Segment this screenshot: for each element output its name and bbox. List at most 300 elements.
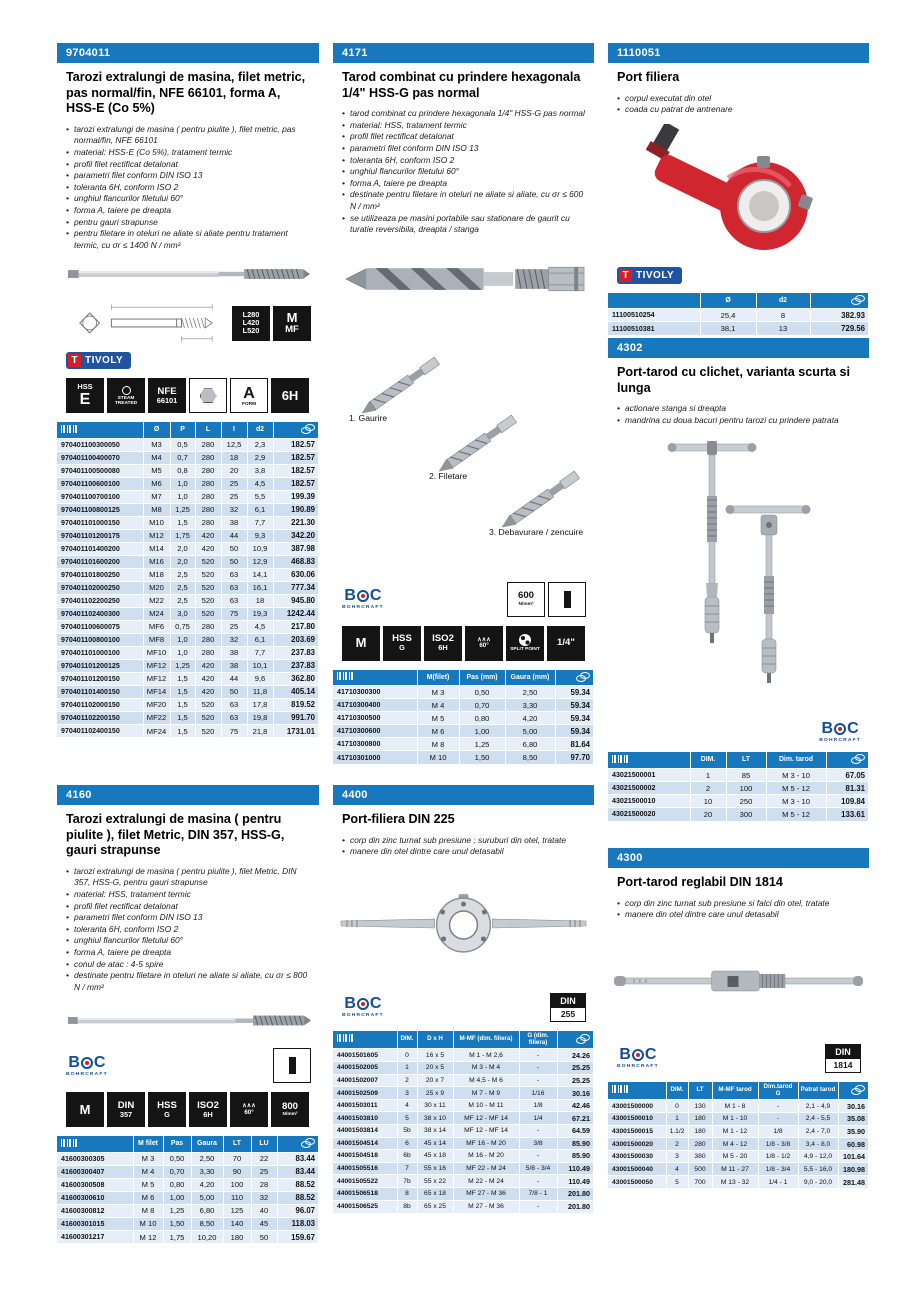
iso2-6h-badge — [424, 626, 462, 661]
spec-value: 180 — [688, 1113, 712, 1126]
spec-value: 63 — [221, 698, 247, 711]
bullet-item: • toleranta 6H, conform ISO 2 — [66, 923, 179, 934]
table-row — [333, 725, 594, 738]
barcode-icon-cell — [608, 1082, 666, 1100]
spec-value: 180 — [688, 1125, 712, 1138]
price-value: 83.44 — [277, 1165, 319, 1178]
spec-value: 2 — [666, 1138, 688, 1151]
product-code: 970401101400200 — [57, 542, 143, 555]
price-value: 199.39 — [273, 490, 319, 503]
section-title: Port-tarod cu clichet, varianta scurta si lunga — [617, 365, 851, 395]
price-value: 83.44 — [277, 1152, 319, 1165]
product-code: 44001504514 — [333, 1137, 397, 1150]
spec-value: M 10 - M 11 — [453, 1099, 519, 1112]
table-row — [333, 1049, 594, 1062]
tap-dimension-diagram — [66, 299, 224, 347]
bullet-item: • corp din zinc turnat sub presiune ; suruburi din otel, tratate — [342, 834, 567, 845]
spec-value: 2,4 - 5,5 — [798, 1113, 838, 1126]
product-code: 43001500000 — [608, 1100, 666, 1113]
product-group-code: 9704011 — [57, 43, 319, 63]
table-row — [57, 672, 319, 685]
product-code: 970401101600200 — [57, 555, 143, 568]
price-value: 991.70 — [273, 711, 319, 724]
bohrcraft-logo — [342, 996, 384, 1018]
price-value: 190.89 — [273, 503, 319, 516]
product-code: 44001506518 — [333, 1187, 397, 1200]
product-table-1110051 — [608, 293, 869, 335]
spec-value: 280 — [195, 503, 221, 516]
iso2-6h-badge — [189, 1092, 227, 1127]
column-header: L — [195, 422, 221, 438]
spec-value: 280 — [195, 620, 221, 633]
spec-value: M4 — [143, 451, 170, 464]
spec-value: - — [519, 1175, 557, 1188]
spec-value: 280 — [195, 451, 221, 464]
table-row — [333, 1187, 594, 1200]
spec-value: M3 — [143, 438, 170, 451]
spec-value: 4 — [397, 1099, 417, 1112]
spec-value: 1.1/2 — [666, 1125, 688, 1138]
spec-value: 63 — [221, 594, 247, 607]
spec-value: 75 — [221, 607, 247, 620]
bullet-item: • manere din otel dintre care unul detasabil — [617, 909, 779, 920]
spec-value: 1,25 — [459, 738, 505, 751]
price-value: 59.34 — [555, 725, 594, 738]
badge-label: A — [243, 384, 255, 402]
bohrcraft-o-icon — [357, 590, 369, 602]
spec-value: 21,8 — [247, 724, 273, 737]
spec-value: 55 x 22 — [417, 1175, 453, 1188]
tap-product-image — [66, 1009, 312, 1031]
spec-value: 55 x 16 — [417, 1162, 453, 1175]
table-row — [333, 1162, 594, 1175]
spec-value: 1,5 — [170, 516, 195, 529]
badge-label: N/mm² — [282, 1112, 298, 1118]
spec-value: 3,4 - 8,0 — [798, 1138, 838, 1151]
spec-value: 4 — [666, 1163, 688, 1176]
column-header — [608, 293, 700, 309]
price-value: 60.98 — [838, 1138, 869, 1151]
spec-value: M 8 — [417, 738, 459, 751]
table-row — [333, 1062, 594, 1075]
badge-label: ∧∧∧ — [242, 1102, 256, 1110]
tivoly-wordmark: TIVOLY — [85, 355, 124, 367]
product-code: 970401101400150 — [57, 685, 143, 698]
ratchet-tap-wrench-image — [664, 436, 814, 714]
spec-value: 25 x 9 — [417, 1087, 453, 1100]
table-row — [333, 1137, 594, 1150]
product-group-code: 4300 — [608, 848, 869, 868]
price-value: 221.30 — [273, 516, 319, 529]
spec-value: 1,25 — [170, 503, 195, 516]
table-row — [57, 1230, 319, 1243]
column-header: DIM. — [690, 752, 726, 768]
bullet-item: • unghiul flancurilor filetului 60° — [66, 935, 184, 946]
feature-list — [617, 403, 861, 426]
price-value: 67.05 — [826, 769, 869, 782]
spec-value: 1,00 — [163, 1191, 191, 1204]
spec-value: M 6 — [133, 1191, 163, 1204]
price-value: 203.69 — [273, 633, 319, 646]
spec-value: 2,5 — [170, 594, 195, 607]
spec-value: M 3 — [133, 1152, 163, 1165]
spec-value: 38 — [221, 516, 247, 529]
die-holder-image — [624, 124, 854, 256]
spec-value: 4,20 — [191, 1178, 223, 1191]
bullet-item: • corpul executat din otel — [617, 92, 712, 103]
combi-tap-image-wrap — [342, 256, 588, 307]
price-value: 30.16 — [557, 1087, 594, 1100]
badge-label: E — [79, 391, 91, 409]
spec-value: 2,5 — [170, 568, 195, 581]
tivoly-t-icon: T — [619, 269, 632, 282]
spec-value: 1/8 — [758, 1125, 798, 1138]
bohrcraft-logo — [342, 588, 384, 610]
spec-value: 100 — [223, 1178, 251, 1191]
spec-value: 28 — [251, 1178, 277, 1191]
bohrcraft-boc-mark: B C — [821, 720, 859, 738]
spec-value: M 1 - 8 — [712, 1100, 758, 1113]
column-header: Pas — [163, 1136, 191, 1152]
table-row — [57, 490, 319, 503]
price-value: 281.48 — [838, 1175, 869, 1188]
spec-value: 1,5 — [170, 711, 195, 724]
spec-value: MF 27 - M 36 — [453, 1187, 519, 1200]
spec-value: 5,5 - 16,0 — [798, 1163, 838, 1176]
product-table-4400-grid — [333, 1031, 594, 1213]
price-icon-cell — [557, 1031, 594, 1049]
spec-value: M 1 - 12 — [712, 1125, 758, 1138]
table-row — [57, 555, 319, 568]
section-4160 — [57, 785, 319, 1243]
table-row — [57, 685, 319, 698]
product-code: 970401100800100 — [57, 633, 143, 646]
price-value: 237.83 — [273, 646, 319, 659]
spec-value: 8b — [397, 1200, 417, 1213]
table-header-row — [57, 422, 319, 438]
product-code: 11100510254 — [608, 309, 700, 322]
form-a-badge — [230, 378, 268, 413]
table-row — [57, 438, 319, 451]
600-nmm2-badge — [507, 582, 545, 617]
spec-value: 0,50 — [163, 1152, 191, 1165]
tivoly-t-icon: T — [68, 354, 81, 367]
price-value: 88.52 — [277, 1178, 319, 1191]
badge-label: FORM — [241, 401, 257, 407]
spec-value: M 22 - M 24 — [453, 1175, 519, 1188]
table-row — [333, 1124, 594, 1137]
product-code: 970401100800125 — [57, 503, 143, 516]
spec-value: 500 — [688, 1163, 712, 1176]
spec-value: 280 — [195, 490, 221, 503]
product-table-4160-grid — [57, 1136, 319, 1243]
price-value: 97.70 — [555, 751, 594, 764]
section-title: Tarozi extralungi de masina, filet metric, pas normal/fin, NFE 66101, forma A, HSS-E (Co 5%) — [66, 70, 306, 116]
spec-value: 0,7 — [170, 451, 195, 464]
spec-value: 5,00 — [505, 725, 555, 738]
product-code: 41710300500 — [333, 712, 417, 725]
table-row — [608, 309, 869, 322]
tivoly-wordmark: TIVOLY — [636, 269, 675, 281]
quarter-inch-badge — [547, 626, 585, 661]
bohrcraft-wordmark: BOHRCRAFT — [617, 1064, 659, 1070]
brand-row — [66, 352, 311, 369]
feature-list — [617, 93, 861, 116]
through-hole-badge — [548, 582, 586, 617]
spec-value: 1/8 — [519, 1099, 557, 1112]
spec-value: 30 x 11 — [417, 1099, 453, 1112]
product-code: 44001503011 — [333, 1099, 397, 1112]
spec-value: 3 — [397, 1087, 417, 1100]
price-icon — [576, 1034, 590, 1043]
price-value: 42.46 — [557, 1099, 594, 1112]
spec-value: M 1 - 10 — [712, 1113, 758, 1126]
spec-value: 1 — [397, 1062, 417, 1075]
price-value: 1731.01 — [273, 724, 319, 737]
price-value: 24.26 — [557, 1049, 594, 1062]
product-table-4302-grid — [608, 752, 869, 820]
product-code: 44001503810 — [333, 1112, 397, 1125]
spec-value: 45 x 18 — [417, 1150, 453, 1163]
spec-value: 8,50 — [505, 751, 555, 764]
bohrcraft-wordmark: BOHRCRAFT — [342, 1013, 384, 1019]
badge-label: G — [164, 1110, 170, 1120]
product-table-4300-grid — [608, 1082, 869, 1188]
section-title: Tarozi extralungi de masina ( pentru piulite ), filet Metric, DIN 357, HSS-G, gauri strapunse — [66, 812, 285, 858]
table-row — [608, 1100, 869, 1113]
bohrcraft-o-icon — [357, 998, 369, 1010]
spec-badges — [342, 626, 586, 661]
table-row — [333, 699, 594, 712]
price-value: 945.80 — [273, 594, 319, 607]
length-metric-badges — [232, 306, 311, 341]
feature-list — [342, 835, 586, 858]
spec-value: MF 12 - MF 14 — [453, 1124, 519, 1137]
table-row — [333, 712, 594, 725]
product-code: 44001506525 — [333, 1200, 397, 1213]
badge-label: M — [355, 635, 367, 651]
table-row — [57, 1178, 319, 1191]
bullet-item: • unghiul flancurilor filetului 60° — [66, 193, 184, 204]
product-code: 43021500002 — [608, 782, 690, 795]
badge-label: 357 — [119, 1110, 133, 1120]
barcode-icon — [61, 1139, 77, 1147]
spec-value: MF 12 - MF 14 — [453, 1112, 519, 1125]
spec-value: 420 — [195, 529, 221, 542]
spec-value: 1,0 — [170, 477, 195, 490]
section-9704011 — [57, 43, 319, 737]
price-icon-cell — [273, 422, 319, 438]
price-value: 59.34 — [555, 712, 594, 725]
spec-value: M 12 — [133, 1230, 163, 1243]
product-code: 970401101200125 — [57, 659, 143, 672]
product-code: 41710300800 — [333, 738, 417, 751]
product-code: 41710300600 — [333, 725, 417, 738]
product-code: 41710300400 — [333, 699, 417, 712]
hexagon-icon — [200, 388, 217, 403]
badge-label: N/mm² — [518, 601, 534, 607]
spec-value: 63 — [221, 568, 247, 581]
spec-value: 2,50 — [191, 1152, 223, 1165]
bullet-item: • profil filet rectificat detalonat — [66, 158, 178, 169]
table-row — [57, 659, 319, 672]
spec-value: 6,80 — [191, 1204, 223, 1217]
spec-value: 2,0 — [170, 542, 195, 555]
spec-value: 6,1 — [247, 503, 273, 516]
spec-value: 0,80 — [459, 712, 505, 725]
spec-value: 380 — [688, 1150, 712, 1163]
table-row — [57, 568, 319, 581]
price-icon-cell — [826, 752, 869, 768]
through-hole-badge — [273, 1048, 311, 1083]
bullet-item: • profil filet rectificat detalonat — [66, 900, 178, 911]
spec-value: 3,0 — [170, 607, 195, 620]
product-code: 970401100400070 — [57, 451, 143, 464]
section-4171 — [333, 43, 594, 764]
din-255-badge: DIN 255 — [550, 993, 586, 1022]
badge-label: STEAM — [117, 395, 135, 401]
bullet-item: • parametri filet conform DIN ISO 13 — [66, 170, 203, 181]
table-row — [608, 1150, 869, 1163]
spec-value: 16 x 5 — [417, 1049, 453, 1062]
product-code: 970401100600100 — [57, 477, 143, 490]
price-value: 182.57 — [273, 451, 319, 464]
spec-value: 25 — [221, 490, 247, 503]
table-row — [608, 1138, 869, 1151]
spec-value: 10 — [690, 795, 726, 808]
table-row — [57, 581, 319, 594]
spec-value: - — [519, 1062, 557, 1075]
bullet-item: • destinate pentru filetare in oteluri ne aliate si aliate, cu σr ≤ 600 N / mm² — [342, 189, 584, 211]
spec-value: 20 — [221, 464, 247, 477]
brand-row — [342, 582, 586, 617]
product-code: 970401100600075 — [57, 620, 143, 633]
bullet-item: • parametri filet conform DIN ISO 13 — [342, 143, 479, 153]
spec-value: - — [519, 1074, 557, 1087]
bullet-item: • mandrina cu doua bacuri pentru tarozi cu prindere patrata — [617, 414, 839, 425]
bullet-item: • se utilizeaza pe masini portabile sau stationare de gaurit cu turatie reversibila, dreapta / stanga — [342, 212, 570, 235]
bullet-item: • profil filet rectificat detalonat — [342, 131, 454, 142]
table-row — [608, 1125, 869, 1138]
spec-value: - — [519, 1124, 557, 1137]
bohrcraft-boc-mark: B C — [68, 1053, 106, 1071]
column-header: DIM. — [397, 1031, 417, 1049]
spec-value: 10,1 — [247, 659, 273, 672]
usage-steps — [339, 311, 588, 573]
spec-value: 1/4 — [519, 1112, 557, 1125]
price-value: 81.31 — [826, 782, 869, 795]
product-group-code: 4302 — [608, 338, 869, 358]
m-badge — [66, 1092, 104, 1127]
product-code: 970401101000100 — [57, 646, 143, 659]
product-code: 43001500015 — [608, 1125, 666, 1138]
spec-value: 16,1 — [247, 581, 273, 594]
spec-value: 6b — [397, 1150, 417, 1163]
spec-value: 125 — [223, 1204, 251, 1217]
section-1110051 — [608, 43, 869, 335]
spec-value: 130 — [688, 1100, 712, 1113]
badge-label: 1/4" — [557, 637, 575, 649]
table-row — [608, 795, 869, 808]
tap-product-image — [66, 263, 312, 285]
bullet-item: • destinate pentru filetare in oteluri ne aliate si aliate, cu σr ≤ 800 N / mm² — [66, 970, 308, 992]
spec-badges — [66, 1092, 311, 1127]
spec-value: 420 — [195, 659, 221, 672]
column-header: DIM. — [666, 1082, 688, 1100]
hss-e-badge — [66, 378, 104, 413]
price-icon-cell — [838, 1082, 869, 1100]
spec-value: 280 — [195, 633, 221, 646]
price-value: 35.08 — [838, 1113, 869, 1126]
price-value: 64.59 — [557, 1124, 594, 1137]
spec-value: 45 — [251, 1217, 277, 1230]
column-header: Gaura — [191, 1136, 223, 1152]
product-code: 43021500010 — [608, 795, 690, 808]
badge-label: DIN — [117, 1099, 135, 1111]
table-row — [57, 698, 319, 711]
price-value: 387.98 — [273, 542, 319, 555]
table-row — [333, 1099, 594, 1112]
spec-value: 5b — [397, 1124, 417, 1137]
diagram-and-badges-row — [66, 299, 311, 347]
spec-value: M 1 - M 2,6 — [453, 1049, 519, 1062]
badge-label: HSS — [157, 1099, 177, 1111]
slot-icon — [564, 591, 571, 608]
spec-value: M 5 - 20 — [712, 1150, 758, 1163]
price-icon-cell — [555, 670, 594, 686]
spec-value: M 10 — [417, 751, 459, 764]
table-row — [57, 607, 319, 620]
spec-value: M 4 — [417, 699, 459, 712]
brand-row — [342, 993, 586, 1022]
price-value: 67.21 — [557, 1112, 594, 1125]
section-title: Port-filiera DIN 225 — [342, 812, 455, 826]
spec-value: 5 — [397, 1112, 417, 1125]
spec-value: MF12 — [143, 672, 170, 685]
spec-value: 13 — [756, 322, 810, 335]
table-row — [57, 1191, 319, 1204]
spec-value: 1,0 — [170, 633, 195, 646]
spec-value: MF10 — [143, 646, 170, 659]
price-value: 118.03 — [277, 1217, 319, 1230]
spec-value: 4,20 — [505, 712, 555, 725]
m-badge — [342, 626, 380, 661]
price-value: 110.49 — [557, 1162, 594, 1175]
spec-value: 0,8 — [170, 464, 195, 477]
bullet-item: • pentru filetare in oteluri ne aliate si aliate pentru tratament termic, cu σr ≤ 1400 N / mm² — [66, 228, 288, 250]
spec-value: M 5 — [417, 712, 459, 725]
spec-value: MF22 — [143, 711, 170, 724]
spec-value: 2,3 — [247, 438, 273, 451]
feature-list — [66, 124, 311, 252]
table-row — [333, 1150, 594, 1163]
product-code: 41600300508 — [57, 1178, 133, 1191]
tap-product-image-wrap — [66, 263, 313, 290]
column-header: Pas (mm) — [459, 670, 505, 686]
step-label-2: 2. Filetare — [429, 470, 468, 481]
spec-value: 1,00 — [459, 725, 505, 738]
table-row — [57, 633, 319, 646]
spec-value: 1/8 - 3/4 — [758, 1163, 798, 1176]
badge-label: HSS — [392, 633, 412, 645]
spec-value: 520 — [195, 711, 221, 724]
product-code: 970401102400300 — [57, 607, 143, 620]
spec-value: 45 x 14 — [417, 1137, 453, 1150]
spec-value: 1,5 — [170, 685, 195, 698]
table-row — [608, 808, 869, 821]
price-value: 88.52 — [277, 1191, 319, 1204]
hss-g-badge — [383, 626, 421, 661]
